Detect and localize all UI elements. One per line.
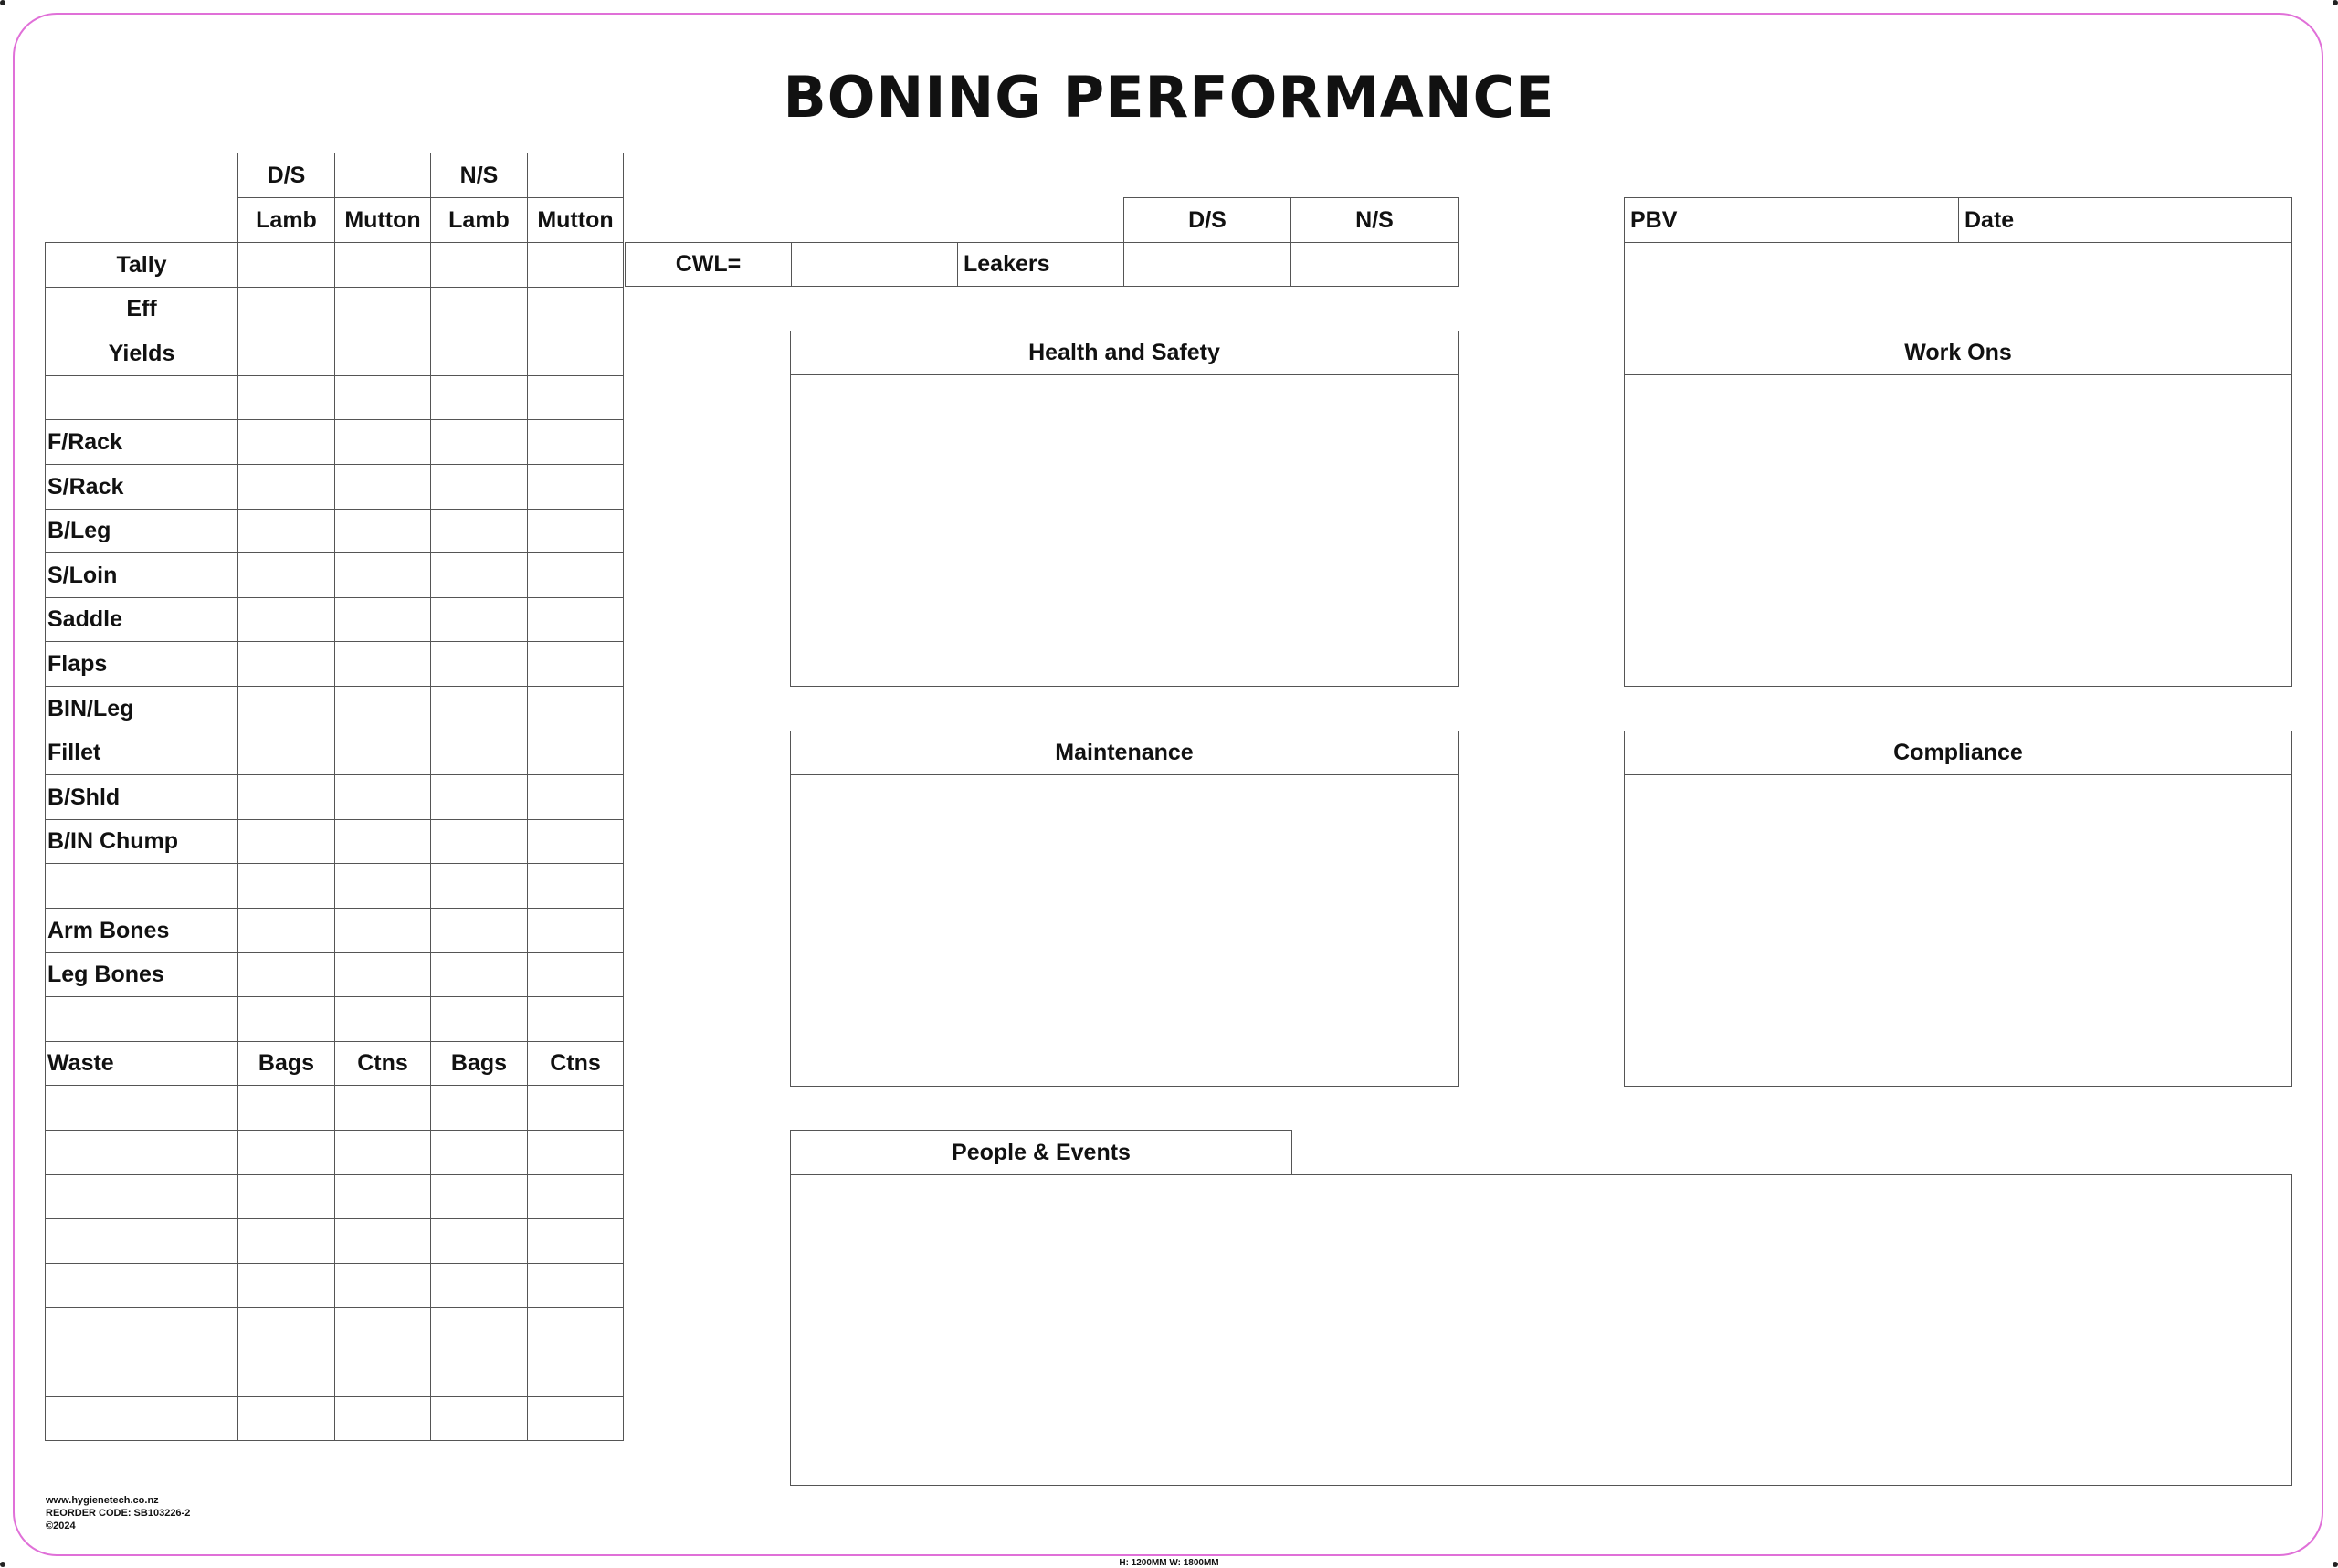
row-label-blank (45, 1307, 238, 1352)
row-label-blank (45, 375, 238, 420)
data-cell[interactable] (237, 419, 335, 465)
data-cell[interactable] (430, 1307, 528, 1352)
data-cell[interactable] (527, 1085, 624, 1131)
row-label-blank (45, 1396, 238, 1441)
data-cell[interactable] (237, 287, 335, 331)
data-cell[interactable] (334, 908, 431, 953)
data-cell[interactable] (527, 908, 624, 953)
data-cell[interactable] (430, 731, 528, 775)
row-label: Fillet (45, 731, 238, 775)
corner-mark (2333, 0, 2338, 5)
data-cell[interactable] (430, 952, 528, 997)
data-cell[interactable] (334, 819, 431, 864)
data-cell[interactable] (334, 1352, 431, 1397)
row-label: BIN/Leg (45, 686, 238, 731)
waste-header: Ctns (334, 1041, 431, 1086)
data-cell[interactable] (527, 686, 624, 731)
data-cell[interactable] (237, 1263, 335, 1308)
row-label-blank (45, 1085, 238, 1131)
data-cell[interactable] (334, 731, 431, 775)
data-cell[interactable] (237, 375, 335, 420)
corner-mark (0, 0, 5, 5)
data-cell[interactable] (430, 242, 528, 288)
data-cell[interactable] (527, 1218, 624, 1264)
data-cell[interactable] (527, 731, 624, 775)
data-cell[interactable] (237, 996, 335, 1042)
cwl-value-cell[interactable] (791, 242, 958, 287)
data-cell[interactable] (334, 509, 431, 553)
data-cell[interactable] (334, 375, 431, 420)
data-cell[interactable] (430, 464, 528, 510)
data-cell[interactable] (527, 1352, 624, 1397)
row-label: B/IN Chump (45, 819, 238, 864)
data-cell[interactable] (430, 331, 528, 376)
data-cell[interactable] (237, 952, 335, 997)
data-cell[interactable] (237, 1396, 335, 1441)
data-cell[interactable] (237, 552, 335, 598)
board-dimensions: H: 1200MM W: 1800MM (1119, 1558, 1219, 1568)
maintenance-area[interactable] (790, 774, 1459, 1087)
data-cell[interactable] (237, 1307, 335, 1352)
data-cell[interactable] (334, 1085, 431, 1131)
row-label-blank (45, 1174, 238, 1219)
data-cell[interactable] (334, 597, 431, 642)
data-cell[interactable] (237, 509, 335, 553)
row-label-blank (45, 1218, 238, 1264)
leakers-ns-cell[interactable] (1290, 242, 1459, 287)
leakers-ds-header: D/S (1123, 197, 1291, 243)
row-label: Arm Bones (45, 908, 238, 953)
date-label: Date (1958, 197, 2292, 243)
data-cell[interactable] (237, 1174, 335, 1219)
data-cell[interactable] (430, 597, 528, 642)
work-ons-header: Work Ons (1624, 331, 2292, 375)
data-cell[interactable] (237, 731, 335, 775)
data-cell[interactable] (527, 1307, 624, 1352)
compliance-area[interactable] (1624, 774, 2292, 1087)
data-cell[interactable] (527, 464, 624, 510)
row-label-blank (45, 1352, 238, 1397)
data-cell[interactable] (527, 641, 624, 687)
row-label: S/Loin (45, 552, 238, 598)
data-cell[interactable] (237, 597, 335, 642)
data-cell[interactable] (527, 819, 624, 864)
data-cell[interactable] (430, 375, 528, 420)
data-cell[interactable] (430, 819, 528, 864)
page-title: BONING PERFORMANCE (783, 64, 1555, 131)
data-cell[interactable] (334, 552, 431, 598)
data-cell[interactable] (527, 774, 624, 820)
data-cell[interactable] (527, 1174, 624, 1219)
data-cell[interactable] (430, 1352, 528, 1397)
health-safety-area[interactable] (790, 374, 1459, 687)
column-header: Lamb (430, 197, 528, 243)
data-cell[interactable] (527, 597, 624, 642)
column-header: Lamb (237, 197, 335, 243)
data-cell[interactable] (430, 1130, 528, 1175)
row-label: B/Shld (45, 774, 238, 820)
leakers-ns-header: N/S (1290, 197, 1459, 243)
data-cell[interactable] (430, 1263, 528, 1308)
shift-header (527, 153, 624, 198)
data-cell[interactable] (527, 863, 624, 909)
compliance-header: Compliance (1624, 731, 2292, 775)
data-cell[interactable] (237, 331, 335, 376)
data-cell[interactable] (237, 1130, 335, 1175)
data-cell[interactable] (334, 686, 431, 731)
data-cell[interactable] (237, 464, 335, 510)
reorder-code: REORDER CODE: SB103226-2 (46, 1508, 191, 1519)
data-cell[interactable] (237, 686, 335, 731)
row-label: B/Leg (45, 509, 238, 553)
row-label-blank (45, 1130, 238, 1175)
data-cell[interactable] (237, 1352, 335, 1397)
column-header: Mutton (527, 197, 624, 243)
data-cell[interactable] (527, 242, 624, 288)
data-cell[interactable] (527, 952, 624, 997)
data-cell[interactable] (334, 242, 431, 288)
column-header: Mutton (334, 197, 431, 243)
row-label: F/Rack (45, 419, 238, 465)
data-cell[interactable] (430, 686, 528, 731)
data-cell[interactable] (527, 509, 624, 553)
data-cell[interactable] (334, 1174, 431, 1219)
data-cell[interactable] (527, 1130, 624, 1175)
row-label: Yields (45, 331, 238, 376)
row-label-blank (45, 996, 238, 1042)
data-cell[interactable] (430, 863, 528, 909)
pbv-date-area[interactable] (1624, 242, 2292, 331)
data-cell[interactable] (430, 419, 528, 465)
data-cell[interactable] (527, 375, 624, 420)
maintenance-header: Maintenance (790, 731, 1459, 775)
data-cell[interactable] (334, 419, 431, 465)
data-cell[interactable] (334, 1263, 431, 1308)
data-cell[interactable] (430, 1085, 528, 1131)
data-cell[interactable] (237, 863, 335, 909)
waste-header: Ctns (527, 1041, 624, 1086)
data-cell[interactable] (334, 1218, 431, 1264)
data-cell[interactable] (430, 908, 528, 953)
people-events-area[interactable] (790, 1174, 2292, 1486)
work-ons-area[interactable] (1624, 374, 2292, 687)
website-text: www.hygienetech.co.nz (46, 1495, 159, 1506)
pbv-label: PBV (1624, 197, 1959, 243)
data-cell[interactable] (334, 464, 431, 510)
shift-header: D/S (237, 153, 335, 198)
data-cell[interactable] (527, 1263, 624, 1308)
copyright-text: ©2024 (46, 1521, 76, 1531)
data-cell[interactable] (334, 287, 431, 331)
data-cell[interactable] (334, 952, 431, 997)
data-cell[interactable] (527, 331, 624, 376)
data-cell[interactable] (334, 996, 431, 1042)
data-cell[interactable] (430, 1396, 528, 1441)
leakers-label: Leakers (957, 242, 1124, 287)
row-label: Waste (45, 1041, 238, 1086)
data-cell[interactable] (334, 1130, 431, 1175)
data-cell[interactable] (430, 509, 528, 553)
data-cell[interactable] (334, 774, 431, 820)
row-label: S/Rack (45, 464, 238, 510)
data-cell[interactable] (430, 641, 528, 687)
data-cell[interactable] (334, 641, 431, 687)
data-cell[interactable] (430, 1218, 528, 1264)
data-cell[interactable] (527, 996, 624, 1042)
data-cell[interactable] (430, 287, 528, 331)
waste-header: Bags (237, 1041, 335, 1086)
row-label: Leg Bones (45, 952, 238, 997)
shift-header: N/S (430, 153, 528, 198)
data-cell[interactable] (237, 641, 335, 687)
data-cell[interactable] (527, 419, 624, 465)
data-cell[interactable] (334, 863, 431, 909)
row-label-blank (45, 1263, 238, 1308)
data-cell[interactable] (237, 1218, 335, 1264)
data-cell[interactable] (237, 908, 335, 953)
row-label: Saddle (45, 597, 238, 642)
cwl-label: CWL= (625, 242, 792, 287)
data-cell[interactable] (237, 819, 335, 864)
data-cell[interactable] (430, 996, 528, 1042)
row-label-blank (45, 863, 238, 909)
people-events-header: People & Events (790, 1130, 1292, 1175)
shift-header (334, 153, 431, 198)
row-label: Eff (45, 287, 238, 331)
health-safety-header: Health and Safety (790, 331, 1459, 375)
data-cell[interactable] (527, 1396, 624, 1441)
data-cell[interactable] (527, 552, 624, 598)
data-cell[interactable] (430, 774, 528, 820)
data-cell[interactable] (237, 774, 335, 820)
data-cell[interactable] (237, 1085, 335, 1131)
data-cell[interactable] (430, 552, 528, 598)
data-cell[interactable] (334, 1307, 431, 1352)
data-cell[interactable] (430, 1174, 528, 1219)
data-cell[interactable] (334, 1396, 431, 1441)
data-cell[interactable] (527, 287, 624, 331)
row-label: Flaps (45, 641, 238, 687)
row-label: Tally (45, 242, 238, 288)
footer-info (46, 1494, 190, 1532)
leakers-ds-cell[interactable] (1123, 242, 1291, 287)
data-cell[interactable] (237, 242, 335, 288)
waste-header: Bags (430, 1041, 528, 1086)
data-cell[interactable] (334, 331, 431, 376)
